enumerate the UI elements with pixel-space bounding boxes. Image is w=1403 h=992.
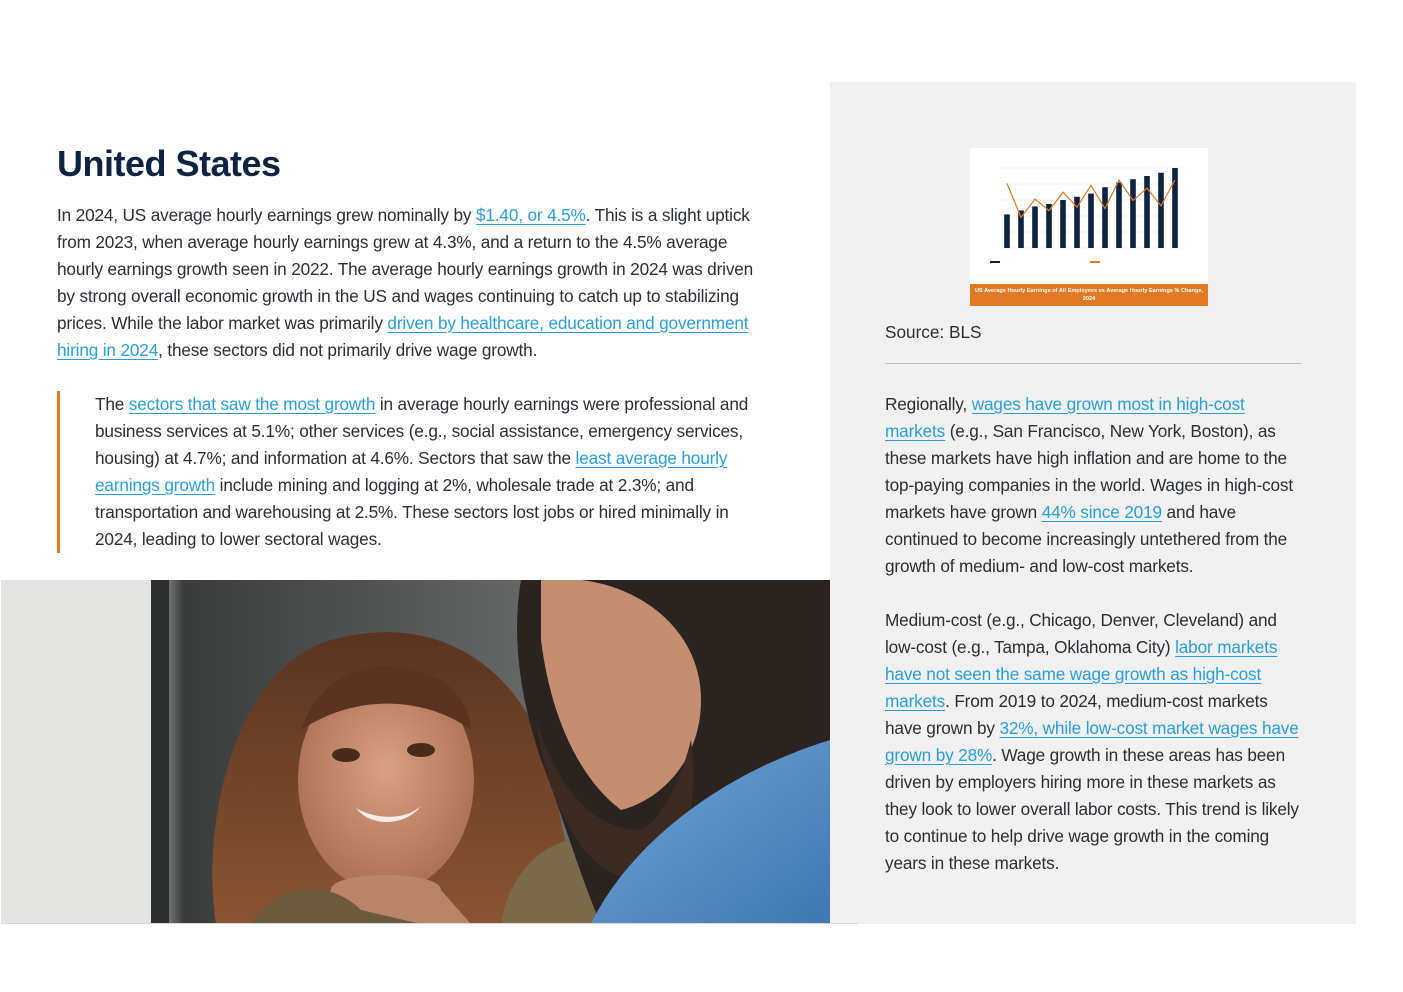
paragraph-text: The xyxy=(95,394,129,414)
paragraph-text: Regionally, xyxy=(885,394,972,414)
chart-bar xyxy=(1158,173,1164,248)
regional-paragraph xyxy=(885,391,1305,580)
paragraph-text: Medium-cost (e.g., Chicago, Denver, Cleveland) and low-cost (e.g., Tampa, Oklahoma City) xyxy=(885,610,1277,657)
people-conversation-photo xyxy=(1,580,830,924)
sector-quote-block xyxy=(57,391,760,553)
intro-paragraph xyxy=(57,202,757,364)
chart-bar xyxy=(1060,200,1066,248)
chart-bar xyxy=(1130,179,1136,248)
inline-link[interactable]: $1.40, or 4.5% xyxy=(475,205,586,225)
page-bottom-line xyxy=(1,923,858,924)
paragraph-text: . Wage growth in these areas has been driven by employers hiring more in these markets as they look to lower overall labor costs. This trend is likely to continue to help drive wage growth in the coming years in these markets. xyxy=(885,745,1299,873)
paragraph-text: , these sectors did not primarily drive wage growth. xyxy=(158,340,538,360)
chart-source: Source: BLS xyxy=(885,322,982,342)
earnings-chart-thumbnail xyxy=(970,148,1208,306)
inline-link[interactable]: least average hourly earnings growth xyxy=(95,448,728,495)
chart-bar xyxy=(1116,182,1122,248)
paragraph-text: In 2024, US average hourly earnings grew nominally by xyxy=(57,205,476,225)
chart-bar xyxy=(1172,168,1178,248)
inline-link[interactable]: labor markets have not seen the same wage growth as high-cost markets xyxy=(885,637,1278,711)
chart-bars xyxy=(1000,168,1182,248)
chart-bar xyxy=(1144,176,1150,248)
sidebar-panel xyxy=(830,82,1356,924)
inline-link[interactable]: wages have grown most in high-cost markets xyxy=(885,394,1245,441)
medium-low-cost-paragraph xyxy=(885,607,1305,877)
paragraph-text: and have continued to become increasingly untethered from the growth of medium- and low-cost markets. xyxy=(885,502,1288,576)
chart-bar xyxy=(1032,206,1038,248)
earnings-chart xyxy=(970,148,1208,284)
chart-bar xyxy=(1088,194,1094,248)
inline-link[interactable]: 32%, while low-cost market wages have grown by 28% xyxy=(885,718,1299,765)
legend-line-swatch xyxy=(1090,261,1100,263)
paragraph-text: . This is a slight uptick from 2023, when average hourly earnings grew at 4.3%, and a return to the 4.5% average hourly earnings growth seen in 2022. The average hourly earnings growth in 2024 was driven by strong overall economic growth in the US and wages continuing to catch up to stabilizing prices. While the labor market was primarily xyxy=(57,205,754,333)
paragraph-text: in average hourly earnings were professional and business services at 5.1%; other services (e.g., social assistance, emergency services, housing) at 4.7%; and information at 4.6%. Sectors that saw the xyxy=(95,394,749,468)
paragraph-text: . From 2019 to 2024, medium-cost markets have grown by xyxy=(885,691,1268,738)
chart-bar xyxy=(1102,187,1108,248)
photo-illustration xyxy=(1,580,830,924)
inline-link[interactable]: driven by healthcare, education and government hiring in 2024 xyxy=(57,313,749,360)
paragraph-text: (e.g., San Francisco, New York, Boston), as these markets have high inflation and are home to the top-paying companies in the world. Wages in high-cost markets have grown xyxy=(885,421,1293,522)
paragraph-text: include mining and logging at 2%, wholesale trade at 2.3%; and transportation and warehousing at 2.5%. These sectors lost jobs or hired minimally in 2024, leading to lower sectoral wages. xyxy=(95,475,729,549)
inline-link[interactable]: sectors that saw the most growth xyxy=(128,394,376,414)
legend-bar-swatch xyxy=(990,261,1000,263)
chart-caption: US Average Hourly Earnings of All Employees vs Average Hourly Earnings % Change, 2024 xyxy=(970,284,1208,306)
sector-quote-text xyxy=(95,391,755,553)
inline-link[interactable]: 44% since 2019 xyxy=(1041,502,1162,522)
chart-bar xyxy=(1004,214,1010,248)
divider xyxy=(885,363,1301,364)
page-title: United States xyxy=(57,143,281,184)
